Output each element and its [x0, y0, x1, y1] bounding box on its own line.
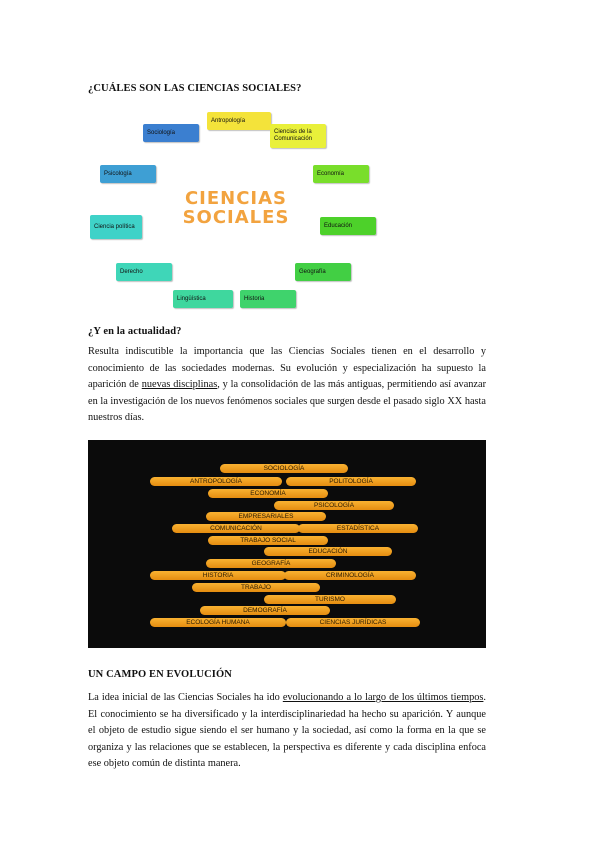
paragraph-actualidad-part1: Resulta indiscutible la importancia que las Ciencias Sociales tienen en el desarrollo y conocimiento de las sociedades modernas. Su evolución y especialización ha supuesto la aparición de	[88, 346, 486, 390]
bar-criminologia: CRIMINOLOGÍA	[284, 571, 416, 580]
bar-economia: ECONOMÍA	[208, 489, 328, 498]
node-antropologia: Antropología	[207, 112, 271, 130]
node-sociologia: Sociología	[143, 124, 199, 142]
paragraph-evolucion-part1: La idea inicial de las Ciencias Sociales ha ido	[88, 692, 283, 703]
ciencias-sociales-diagram	[84, 100, 384, 315]
node-psicologia: Psicología	[100, 165, 156, 183]
bar-historia: HISTORIA	[150, 571, 286, 580]
node-economia: Economía	[313, 165, 369, 183]
diagram-title-line1: CIENCIAS	[184, 188, 288, 209]
bar-demografia: DEMOGRAFÍA	[200, 606, 330, 615]
disciplines-image	[88, 440, 486, 648]
paragraph-evolucion-part2: . El conocimiento se ha diversificado y la interdisciplinariedad ha hecho su aparición. Y aunque el objeto de estudio sigue siendo el ser humano y la sociedad, así como la forma en la que se organiza y las relaciones que se establecen, la perspectiva es diferente y cada disciplina enfoca ese objeto común de distinta manera.	[88, 692, 486, 769]
node-educacion: Educación	[320, 217, 376, 235]
link-nuevas-disciplinas[interactable]: nuevas disciplinas	[141, 379, 218, 390]
node-geografia: Geografía	[295, 263, 351, 281]
paragraph-actualidad	[88, 344, 486, 427]
paragraph-campo-evolucion	[88, 690, 486, 773]
bar-estadistica: ESTADÍSTICA	[298, 524, 418, 533]
section-heading-actualidad: ¿Y en la actualidad?	[88, 326, 182, 337]
bar-antropologia: ANTROPOLOGÍA	[150, 477, 282, 486]
bar-empresariales: EMPRESARIALES	[206, 512, 326, 521]
diagram-title-line2: SOCIALES	[182, 207, 290, 228]
bar-turismo: TURISMO	[264, 595, 396, 604]
node-derecho: Derecho	[116, 263, 172, 281]
node-comunicacion: Ciencias de la Comunicación	[270, 124, 326, 148]
bar-trabajo-social: TRABAJO SOCIAL	[208, 536, 328, 545]
bar-sociologia: SOCIOLOGÍA	[220, 464, 348, 473]
bar-trabajo: TRABAJO	[192, 583, 320, 592]
bar-ciencias-juridicas: CIENCIAS JURÍDICAS	[286, 618, 420, 627]
section-heading-ciencias-sociales: ¿CUÁLES SON LAS CIENCIAS SOCIALES?	[88, 83, 302, 94]
bar-educacion: EDUCACIÓN	[264, 547, 392, 556]
diagram-center-title	[176, 188, 296, 228]
node-ciencia-politica: Ciencia política	[90, 215, 142, 239]
bar-geografia: GEOGRAFÍA	[206, 559, 336, 568]
paragraph-actualidad-part2: , y la consolidación de las más antiguas, permitiendo así avanzar en la investigación de los nuevos fenómenos sociales que surgen desde el pasado siglo XX hasta nuestros días.	[88, 379, 486, 423]
bar-psicologia: PSICOLOGÍA	[274, 501, 394, 510]
node-historia: Historia	[240, 290, 296, 308]
bar-ecologia-humana: ECOLOGÍA HUMANA	[150, 618, 286, 627]
section-heading-campo-evolucion: UN CAMPO EN EVOLUCIÓN	[88, 669, 232, 680]
link-evolucionando[interactable]: evolucionando a lo largo de los últimos tiempos	[282, 692, 484, 703]
bar-comunicacion: COMUNICACIÓN	[172, 524, 300, 533]
bar-politologia: POLITOLOGÍA	[286, 477, 416, 486]
node-linguistica: Lingüística	[173, 290, 233, 308]
